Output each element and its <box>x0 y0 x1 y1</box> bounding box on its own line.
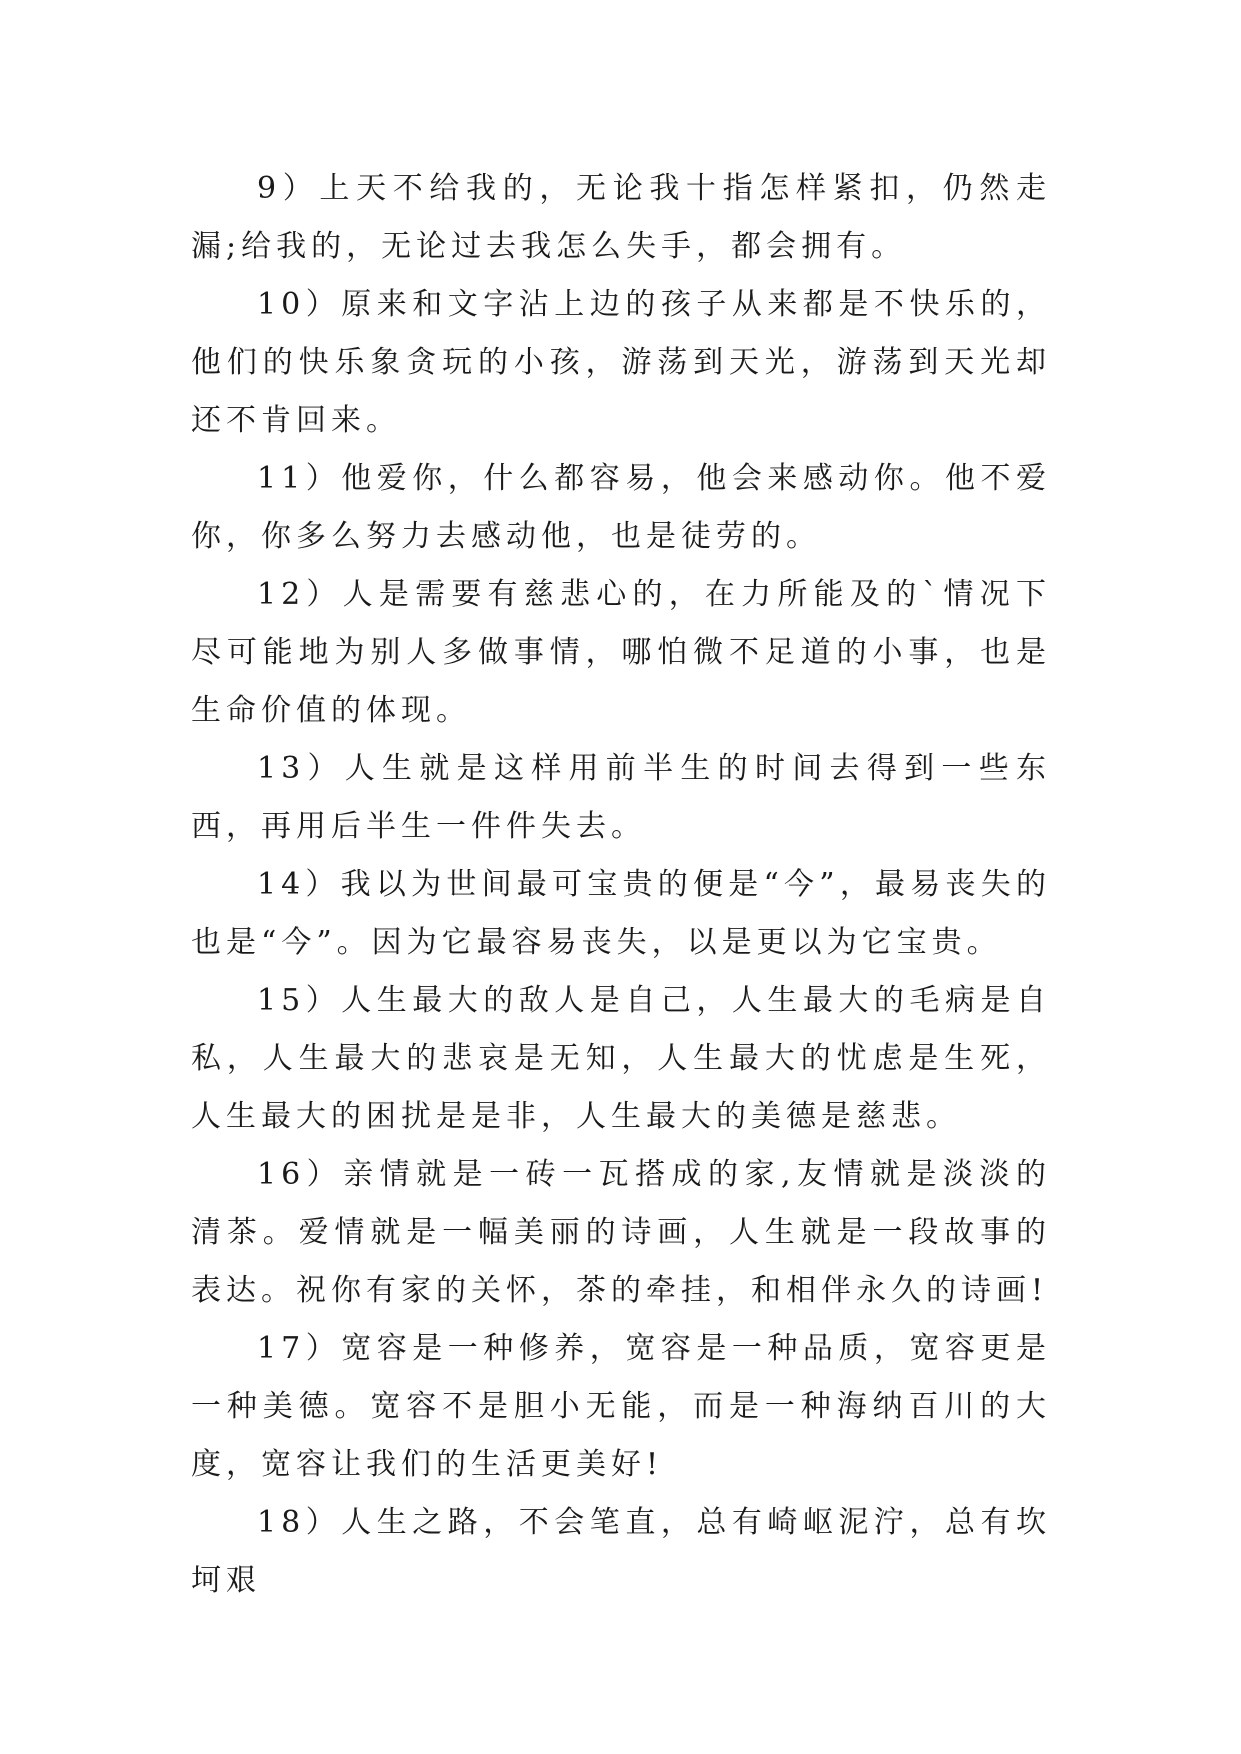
paragraph-12: 12）人是需要有慈悲心的，在力所能及的`情况下尽可能地为别人多做事情，哪怕微不足道的小事，也是生命价值的体现。 <box>191 577 1051 728</box>
paragraph-11: 11）他爱你，什么都容易，他会来感动你。他不爱你，你多么努力去感动他，也是徒劳的。 <box>191 461 1051 554</box>
paragraph-18: 18）人生之路，不会笔直，总有崎岖泥泞，总有坎坷艰 <box>191 1505 1051 1598</box>
paragraph-15: 15）人生最大的敌人是自己，人生最大的毛病是自私，人生最大的悲哀是无知，人生最大的忧虑是生死，人生最大的困扰是是非，人生最大的美德是慈悲。 <box>191 983 1051 1134</box>
paragraph-13: 13）人生就是这样用前半生的时间去得到一些东西，再用后半生一件件失去。 <box>191 751 1051 844</box>
paragraph-17: 17）宽容是一种修养，宽容是一种品质，宽容更是一种美德。宽容不是胆小无能，而是一种海纳百川的大度，宽容让我们的生活更美好! <box>191 1331 1051 1482</box>
document-body <box>191 160 1051 1610</box>
paragraph-16: 16）亲情就是一砖一瓦搭成的家,友情就是淡淡的清茶。爱情就是一幅美丽的诗画，人生就是一段故事的表达。祝你有家的关怀，茶的牵挂，和相伴永久的诗画! <box>191 1157 1051 1308</box>
paragraph-9: 9）上天不给我的，无论我十指怎样紧扣，仍然走漏;给我的，无论过去我怎么失手，都会拥有。 <box>191 171 1051 264</box>
paragraph-14: 14）我以为世间最可宝贵的便是“今”，最易丧失的也是“今”。因为它最容易丧失，以是更以为它宝贵。 <box>191 867 1051 960</box>
paragraph-10: 10）原来和文字沾上边的孩子从来都是不快乐的，他们的快乐象贪玩的小孩，游荡到天光，游荡到天光却还不肯回来。 <box>191 287 1051 438</box>
